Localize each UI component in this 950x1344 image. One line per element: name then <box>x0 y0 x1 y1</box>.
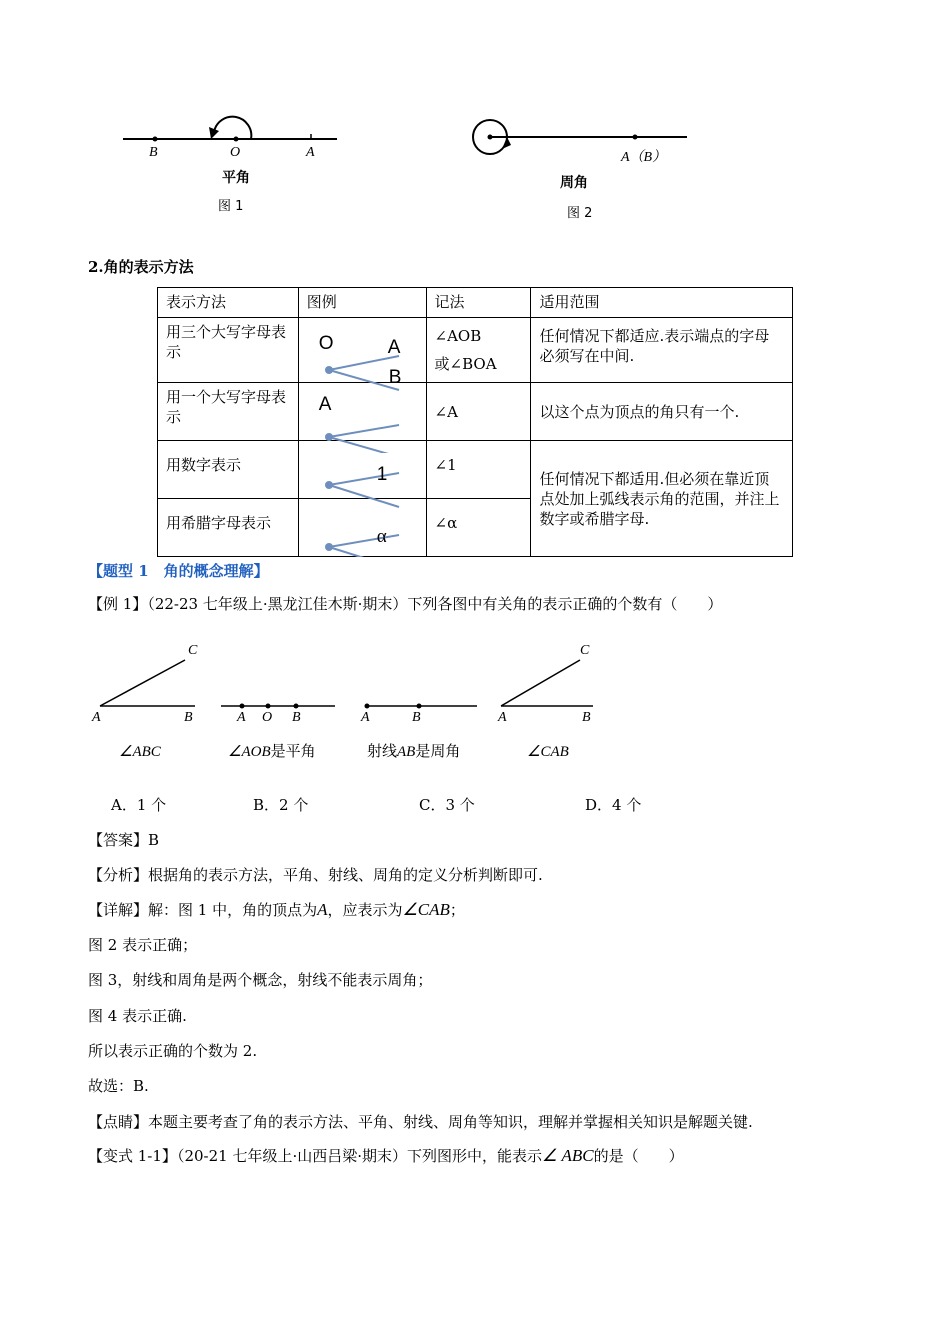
table-row <box>158 383 793 441</box>
fig2-label-ab: A（B） <box>621 150 667 165</box>
header-method: 表示方法 <box>158 288 299 318</box>
analysis-line <box>88 865 543 885</box>
ex1-fig2-caption-sym: ∠AOB <box>228 744 271 760</box>
ex1-fig3-label-b: B <box>412 710 421 725</box>
fig2-caption: 周角 <box>560 175 588 191</box>
header-scope: 适用范围 <box>531 288 793 318</box>
detail-line-2: 图 2 表示正确； <box>88 936 198 954</box>
variant-line <box>88 1146 684 1166</box>
detail-label: 【详解】 <box>88 901 149 919</box>
row2-label-a: A <box>318 394 332 415</box>
ex1-fig2-caption <box>228 740 316 761</box>
row1-method: 用三个大写字母表示 <box>158 318 299 383</box>
ex-fig-1 <box>100 660 195 706</box>
option-b: B．2 个 <box>253 796 309 814</box>
type-1-heading: 【题型 1 角的概念理解】 <box>88 562 269 580</box>
detail-line1-mid: ，应表示为 <box>327 901 403 919</box>
example-1-label: 【例 1】 <box>88 595 148 613</box>
table-header-row <box>158 288 793 318</box>
fig2-number: 图 2 <box>567 206 593 221</box>
ex1-fig4-label-b: B <box>582 710 591 725</box>
ex1-fig2-label-b: B <box>292 710 301 725</box>
answer-line <box>88 830 159 850</box>
row1-notation <box>426 318 531 383</box>
section-2-title: 2.角的表示方法 <box>88 258 194 276</box>
example-1-text: （22-23 七年级上·黑龙江佳木斯·期末）下列各图中有关角的表示正确的个数有（ ） <box>147 595 723 613</box>
row4-notation: ∠α <box>426 499 531 557</box>
detail-line1-sym-cab: ∠CAB <box>402 900 450 919</box>
detail-line-1 <box>88 900 465 920</box>
variant-text-pre: （20-21 七年级上·山西吕梁·期末）下列图形中，能表示 <box>176 1147 542 1165</box>
detail-line-3: 图 3，射线和周角是两个概念，射线不能表示周角； <box>88 971 433 989</box>
ex1-fig2-label-o: O <box>262 710 273 725</box>
option-a: A．1 个 <box>111 796 167 814</box>
merged-scope: 任何情况下都适用.但必须在靠近顶点处加上弧线表示角的范围，并注上数字或希腊字母. <box>531 441 793 557</box>
row1-label-o: O <box>318 333 334 354</box>
row1-label-a: A <box>387 337 401 358</box>
detail-line-6: 故选：B. <box>88 1077 149 1095</box>
answer-value: B <box>148 831 160 849</box>
ex1-fig4-caption: ∠CAB <box>527 744 569 760</box>
row2-method: 用一个大写字母表示 <box>158 383 299 441</box>
row1-figure <box>298 318 426 388</box>
detail-line-4: 图 4 表示正确. <box>88 1007 187 1025</box>
example-1-figures <box>88 640 608 735</box>
row3-label-1: 1 <box>376 464 388 485</box>
option-c: C．3 个 <box>419 796 475 814</box>
header-figure: 图例 <box>298 288 426 318</box>
row4-figure <box>298 499 426 557</box>
variant-text-post: 的是（ ） <box>593 1147 684 1165</box>
detail-line1-end: ； <box>449 901 465 919</box>
fig1-label-a: A <box>306 145 315 160</box>
row3-method: 用数字表示 <box>158 441 299 499</box>
analysis-label: 【分析】 <box>88 866 149 884</box>
fig1-label-b: B <box>149 145 158 160</box>
row3-notation: ∠1 <box>426 441 531 499</box>
fig1-number: 图 1 <box>218 199 244 214</box>
ex1-fig3-caption-sym: AB <box>397 744 416 760</box>
ex1-fig2-caption-text: 是平角 <box>270 742 316 760</box>
variant-sym: ∠ ABC <box>542 1146 594 1165</box>
ex1-fig1-label-b: B <box>184 710 193 725</box>
ex1-fig3-caption-post: 是周角 <box>415 742 461 760</box>
row1-notation-2: 或∠BOA <box>434 355 497 373</box>
ex1-fig1-caption: ∠ABC <box>119 744 161 760</box>
ex1-fig3-caption <box>367 740 460 761</box>
row1-label-b: B <box>388 367 402 388</box>
answer-label: 【答案】 <box>88 831 149 849</box>
detail-line1-sym-a: A <box>317 900 328 919</box>
ex-fig-3 <box>365 704 478 709</box>
table-row <box>158 318 793 383</box>
analysis-text: 根据角的表示方法，平角、射线、周角的定义分析判断即可. <box>148 866 543 884</box>
ex1-fig4-label-a: A <box>498 710 507 725</box>
row2-scope: 以这个点为顶点的角只有一个. <box>531 383 793 441</box>
row4-angle-diagram <box>299 499 427 557</box>
row2-figure <box>298 383 426 441</box>
row4-label-alpha: α <box>376 526 387 547</box>
row1-notation-1: ∠AOB <box>434 327 482 345</box>
angle-notation-table <box>157 287 793 557</box>
ex1-fig2-label-a: A <box>237 710 246 725</box>
ex1-fig3-caption-pre: 射线 <box>367 742 398 760</box>
row2-notation: ∠A <box>426 383 531 441</box>
ex-fig-2 <box>221 704 335 709</box>
figure-1-straight-angle <box>115 110 355 170</box>
ex-fig-4 <box>501 660 593 706</box>
ex1-fig1-label-c: C <box>188 643 198 658</box>
header-notation: 记法 <box>426 288 531 318</box>
variant-label: 【变式 1-1】 <box>88 1147 177 1165</box>
row3-figure <box>298 441 426 499</box>
ex1-fig4-label-c: C <box>580 643 590 658</box>
table-row <box>158 441 793 499</box>
ex1-fig1-label-a: A <box>92 710 101 725</box>
fig1-caption: 平角 <box>222 170 250 186</box>
detail-line-5: 所以表示正确的个数为 2. <box>88 1042 258 1060</box>
row1-scope: 任何情况下都适应.表示端点的字母必须写在中间. <box>531 318 793 383</box>
example-1-question <box>88 594 722 614</box>
fig1-label-o: O <box>230 145 241 160</box>
detail-line1-pre: 解：图 1 中，角的顶点为 <box>148 901 318 919</box>
comment-label: 【点睛】 <box>88 1113 149 1131</box>
comment-text: 本题主要考查了角的表示方法、平角、射线、周角等知识，理解并掌握相关知识是解题关键. <box>148 1113 753 1131</box>
ex1-fig3-label-a: A <box>361 710 370 725</box>
comment-line <box>88 1112 753 1132</box>
option-d: D．4 个 <box>585 796 642 814</box>
row4-method: 用希腊字母表示 <box>158 499 299 557</box>
